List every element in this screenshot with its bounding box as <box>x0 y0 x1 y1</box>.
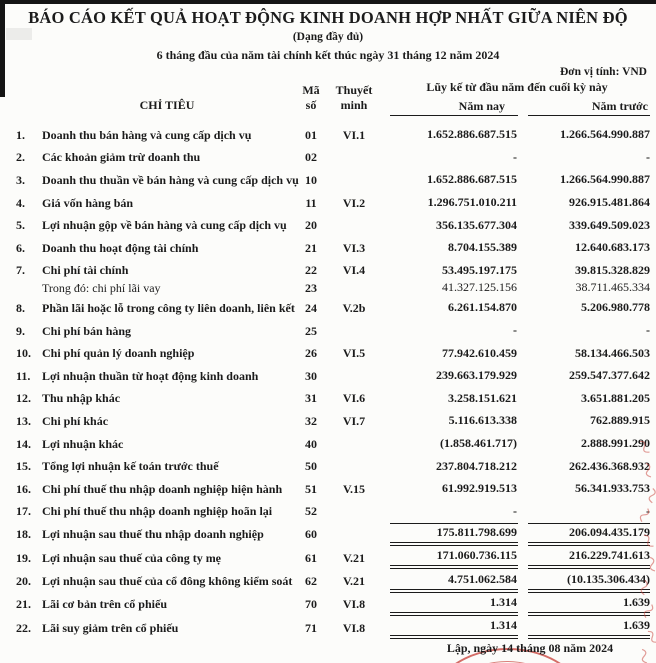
row-no: 18. <box>16 527 31 542</box>
row-label: Lợi nhuận sau thuế thu nhập doanh nghiệp <box>42 527 264 542</box>
row-no: 13. <box>16 413 31 428</box>
row-code: 60 <box>305 527 317 542</box>
row-note: V.2b <box>342 300 366 315</box>
row-note: VI.3 <box>342 240 366 255</box>
row-prior-value: 1.266.564.990.887 <box>560 127 650 142</box>
table-row <box>0 214 650 237</box>
row-label: Phần lãi hoặc lỗ trong công ty liên doanh, liên kết <box>42 300 295 315</box>
row-no: 6. <box>16 240 25 255</box>
row-prior-value: 1.639 <box>518 593 656 616</box>
table-header <box>0 80 656 116</box>
row-code: 61 <box>305 550 317 565</box>
table-row <box>0 124 650 147</box>
row-label: Lợi nhuận khác <box>42 436 124 451</box>
title-block <box>10 8 646 63</box>
row-current-value: 171.060.736.115 <box>378 546 518 569</box>
row-label: Chi phí khác <box>42 413 109 428</box>
row-code: 51 <box>305 481 317 496</box>
row-no: 11. <box>16 368 31 383</box>
row-label: Lãi cơ bản trên cổ phiếu <box>42 597 167 612</box>
row-no: 19. <box>16 550 31 565</box>
row-code: 21 <box>305 240 317 255</box>
report-table-body <box>0 124 650 640</box>
table-row <box>0 410 650 433</box>
row-code: 70 <box>305 597 317 612</box>
row-current-value: - <box>513 503 517 518</box>
row-prior-value: 1.639 <box>518 617 656 640</box>
row-current-value: 3.258.151.621 <box>448 390 517 405</box>
row-code: 71 <box>305 620 317 635</box>
row-prior-value: 5.206.980.778 <box>581 300 650 315</box>
row-code: 10 <box>305 172 317 187</box>
row-code: 30 <box>305 368 317 383</box>
table-row <box>0 478 650 501</box>
row-prior-value: 12.640.683.173 <box>575 240 650 255</box>
table-row <box>0 501 650 524</box>
table-row <box>0 570 650 593</box>
row-current-value: 1.314 <box>378 617 518 640</box>
row-label: Doanh thu thuần về bán hàng và cung cấp dịch vụ <box>42 172 299 187</box>
row-note: VI.4 <box>342 263 366 278</box>
row-no: 7. <box>16 263 25 278</box>
header-cumulative-group <box>378 80 656 116</box>
row-prior-value: 58.134.466.503 <box>575 345 650 360</box>
row-label: Chi phí thuế thu nhập doanh nghiệp hiện hành <box>42 481 283 496</box>
row-no: 3. <box>16 172 25 187</box>
row-label: Lãi suy giảm trên cổ phiếu <box>42 620 179 635</box>
row-label: Các khoản giảm trừ doanh thu <box>42 150 201 165</box>
row-note: VI.8 <box>342 620 366 635</box>
row-prior-value: (10.135.306.434) <box>518 570 656 593</box>
header-note: Thuyết minh <box>335 83 373 112</box>
row-label: Lợi nhuận thuần từ hoạt động kinh doanh <box>42 368 259 383</box>
row-label: Doanh thu bán hàng và cung cấp dịch vụ <box>42 127 252 142</box>
header-cumulative: Lũy kế từ đầu năm đến cuối kỳ này <box>426 80 608 94</box>
row-label: Doanh thu hoạt động tài chính <box>42 240 199 255</box>
row-no: 10. <box>16 346 31 361</box>
row-label: Lợi nhuận sau thuế của công ty mẹ <box>42 550 222 565</box>
row-current-value: 239.663.179.929 <box>436 368 517 383</box>
preparation-date: Lập, ngày 14 tháng 08 năm 2024 <box>446 641 614 655</box>
row-no: 2. <box>16 150 25 165</box>
row-note: VI.8 <box>342 597 366 612</box>
table-row <box>0 593 650 616</box>
table-row <box>0 617 650 640</box>
row-current-value: (1.858.461.717) <box>440 436 517 451</box>
table-row <box>0 297 650 320</box>
row-prior-value: 926.915.481.864 <box>569 195 650 210</box>
row-current-value: - <box>513 323 517 338</box>
currency-unit-label: Đơn vị tính: VND <box>560 66 647 78</box>
row-label: Chi phí thuế thu nhập doanh nghiệp hoãn lại <box>42 504 273 519</box>
row-current-value: 1.314 <box>378 593 518 616</box>
row-code: 01 <box>305 127 317 142</box>
header-spacer <box>16 80 42 116</box>
row-no: 1. <box>16 127 25 142</box>
row-label: Chi phí bán hàng <box>42 323 132 338</box>
row-current-value: 61.992.919.513 <box>442 481 517 496</box>
table-row <box>0 279 650 297</box>
row-no: 5. <box>16 218 25 233</box>
table-row <box>0 192 650 215</box>
row-code: 31 <box>305 391 317 406</box>
header-current-year: Năm nay <box>390 99 518 116</box>
row-current-value: 1.652.886.687.515 <box>427 127 517 142</box>
row-code: 24 <box>305 300 317 315</box>
row-prior-value: 206.094.435.179 <box>518 523 656 546</box>
table-row <box>0 147 650 170</box>
row-code: 02 <box>305 150 317 165</box>
table-row <box>0 342 650 365</box>
row-code: 26 <box>305 346 317 361</box>
row-prior-value: 259.547.377.642 <box>569 368 650 383</box>
row-current-value: 237.804.718.212 <box>436 458 517 473</box>
row-prior-value: - <box>646 503 650 518</box>
header-item: CHỈ TIÊU <box>139 98 195 112</box>
header-year-columns <box>378 99 656 116</box>
table-row <box>0 169 650 192</box>
page-title: BÁO CÁO KẾT QUẢ HOẠT ĐỘNG KINH DOANH HỢP NHẤT GIỮA NIÊN ĐỘ <box>28 8 628 27</box>
row-no: 9. <box>16 323 25 338</box>
row-no: 20. <box>16 574 31 589</box>
row-code: 23 <box>305 280 317 295</box>
table-row <box>0 320 650 343</box>
row-label: Lợi nhuận gộp về bán hàng và cung cấp dịch vụ <box>42 218 287 233</box>
reporting-period: 6 tháng đầu của năm tài chính kết thúc ngày 31 tháng 12 năm 2024 <box>156 48 500 62</box>
table-row <box>0 388 650 411</box>
header-prior-year: Năm trước <box>528 99 650 116</box>
row-prior-value: 1.266.564.990.887 <box>560 172 650 187</box>
row-prior-value: 38.711.465.334 <box>575 280 650 295</box>
row-code: 52 <box>305 504 317 519</box>
row-prior-value: 39.815.328.829 <box>575 262 650 277</box>
row-no: 12. <box>16 391 31 406</box>
row-no: 15. <box>16 459 31 474</box>
red-ink-mark <box>647 555 656 573</box>
row-code: 40 <box>305 436 317 451</box>
table-row <box>0 237 650 260</box>
scan-edge-top <box>0 0 656 4</box>
row-note: V.21 <box>342 574 366 589</box>
row-prior-value: 2.888.991.290 <box>581 436 650 451</box>
red-ink-mark <box>639 647 653 663</box>
row-note: VI.5 <box>342 346 366 361</box>
row-current-value: 6.261.154.870 <box>448 300 517 315</box>
row-code: 20 <box>305 218 317 233</box>
row-note: VI.2 <box>342 195 366 210</box>
row-label: Trong đó: chi phí lãi vay <box>42 280 161 295</box>
red-ink-mark <box>643 461 656 479</box>
row-code: 62 <box>305 574 317 589</box>
row-label: Tổng lợi nhuận kế toán trước thuế <box>42 459 219 474</box>
row-note: V.15 <box>342 481 366 496</box>
row-label: Thu nhập khác <box>42 391 121 406</box>
row-label: Giá vốn hàng bán <box>42 195 134 210</box>
row-current-value: 77.942.610.459 <box>442 345 517 360</box>
page-subtitle: (Dạng đầy đủ) <box>292 31 364 43</box>
row-prior-value: - <box>646 323 650 338</box>
row-current-value: 8.704.155.389 <box>448 240 517 255</box>
row-no: 14. <box>16 436 31 451</box>
row-current-value: 53.495.197.175 <box>442 262 517 277</box>
table-row <box>0 433 650 456</box>
row-no: 21. <box>16 597 31 612</box>
row-code: 32 <box>305 413 317 428</box>
row-prior-value: - <box>646 149 650 164</box>
row-prior-value: 339.649.509.023 <box>569 217 650 232</box>
row-current-value: 4.751.062.584 <box>378 570 518 593</box>
row-prior-value: 262.436.368.932 <box>569 458 650 473</box>
row-prior-value: 216.229.741.613 <box>518 546 656 569</box>
row-code: 25 <box>305 323 317 338</box>
row-current-value: 175.811.798.699 <box>378 523 518 546</box>
row-current-value: 5.116.613.338 <box>448 413 517 428</box>
row-current-value: 1.652.886.687.515 <box>427 172 517 187</box>
row-code: 11 <box>305 195 317 210</box>
row-label: Lợi nhuận sau thuế của cổ đông không kiểm soát <box>42 574 293 589</box>
row-no: 17. <box>16 504 31 519</box>
row-no: 22. <box>16 620 31 635</box>
row-no: 16. <box>16 481 31 496</box>
row-code: 22 <box>305 263 317 278</box>
header-code: Mã số <box>302 83 320 112</box>
row-label: Chi phí tài chính <box>42 263 129 278</box>
row-prior-value: 56.341.933.753 <box>575 481 650 496</box>
row-note: VI.7 <box>342 413 366 428</box>
row-code: 50 <box>305 459 317 474</box>
row-current-value: - <box>513 149 517 164</box>
row-note: VI.1 <box>342 127 366 142</box>
table-row <box>0 523 650 546</box>
row-no: 4. <box>16 195 25 210</box>
row-current-value: 41.327.125.156 <box>442 280 517 295</box>
table-row <box>0 546 650 569</box>
table-row <box>0 455 650 478</box>
row-prior-value: 3.651.881.205 <box>581 390 650 405</box>
row-current-value: 356.135.677.304 <box>436 217 517 232</box>
row-note: V.21 <box>342 550 366 565</box>
row-label: Chi phí quản lý doanh nghiệp <box>42 346 195 361</box>
row-note: VI.6 <box>342 391 366 406</box>
table-row <box>0 365 650 388</box>
row-prior-value: 762.889.915 <box>590 413 650 428</box>
row-current-value: 1.296.751.010.211 <box>427 195 517 210</box>
row-no: 8. <box>16 300 25 315</box>
